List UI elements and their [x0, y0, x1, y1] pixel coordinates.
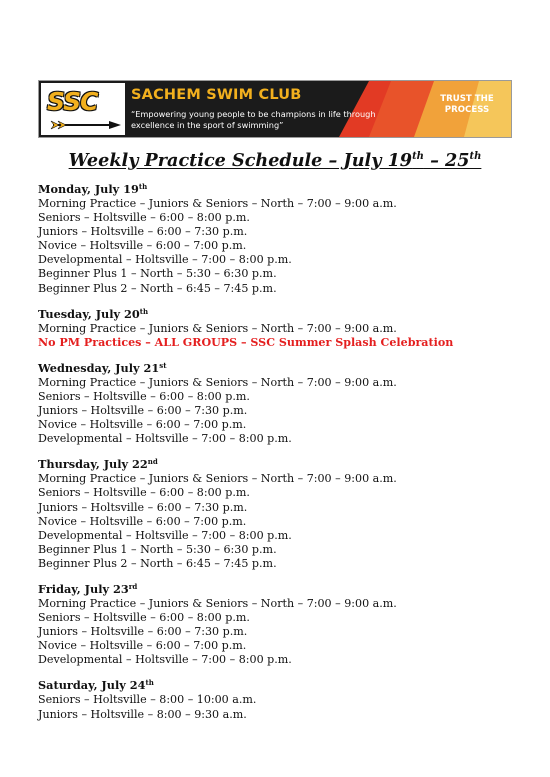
day-heading-sup: th [138, 182, 148, 191]
trust-line-2: PROCESS [444, 105, 490, 115]
ssc-logo [41, 83, 125, 135]
day-heading-text: Monday, July 19 [38, 182, 139, 196]
page-title [0, 150, 550, 171]
club-tagline [131, 109, 391, 130]
day-tuesday [38, 307, 518, 350]
schedule-line: Seniors – Holtsville – 6:00 – 8:00 p.m. [38, 211, 250, 225]
schedule-line: Seniors – Holtsville – 6:00 – 8:00 p.m. [38, 389, 250, 403]
schedule-line: Juniors – Holtsville – 6:00 – 7:30 p.m. [38, 225, 248, 239]
schedule-line: Novice – Holtsville – 6:00 – 7:00 p.m. [38, 514, 247, 528]
schedule-line: Seniors – Holtsville – 6:00 – 8:00 p.m. [38, 611, 250, 625]
trust-line-1: TRUST THE [440, 94, 494, 104]
schedule-line: Novice – Holtsville – 6:00 – 7:00 p.m. [38, 639, 247, 653]
club-name: SACHEM SWIM CLUB [131, 87, 302, 103]
title-sup-1: th [412, 151, 424, 163]
schedule-line: Morning Practice – Juniors & Seniors – North – 7:00 – 9:00 a.m. [38, 472, 397, 486]
schedule-line: Beginner Plus 1 – North – 5:30 – 6:30 p.m. [38, 267, 277, 281]
day-heading [38, 582, 518, 597]
schedule-line: Developmental – Holtsville – 7:00 – 8:00 p.m. [38, 528, 292, 542]
schedule-content [38, 182, 518, 733]
day-heading-sup: th [139, 306, 149, 316]
day-wednesday [38, 361, 518, 446]
day-heading-text: Wednesday, July 21 [38, 360, 160, 375]
day-heading-text: Saturday, July 24 [38, 678, 146, 693]
day-heading [38, 457, 518, 472]
day-heading [38, 307, 518, 322]
club-banner [38, 80, 512, 138]
day-heading-sup: st [159, 360, 167, 370]
ssc-logo-text: SSC [47, 87, 98, 116]
schedule-line: Juniors – Holtsville – 6:00 – 7:30 p.m. [38, 625, 248, 639]
day-heading-text: Friday, July 23 [38, 581, 129, 596]
arrow-icon [49, 120, 121, 130]
trust-the-process [437, 94, 497, 116]
day-heading-sup: th [145, 678, 154, 688]
day-friday [38, 582, 518, 667]
schedule-line: Developmental – Holtsville – 7:00 – 8:00 p.m. [38, 432, 292, 446]
day-heading [38, 182, 518, 197]
schedule-line: Novice – Holtsville – 6:00 – 7:00 p.m. [38, 418, 247, 432]
schedule-line: Juniors – Holtsville – 8:00 – 9:30 a.m. [38, 707, 247, 721]
title-part-2: – 25 [423, 150, 470, 171]
schedule-line: Beginner Plus 2 – North – 6:45 – 7:45 p.m. [38, 556, 277, 570]
day-heading-text: Tuesday, July 20 [38, 306, 140, 321]
no-pm-practices-notice: No PM Practices – ALL GROUPS – SSC Summer Splash Celebration [38, 335, 454, 349]
schedule-line: Morning Practice – Juniors & Seniors – North – 7:00 – 9:00 a.m. [38, 375, 397, 389]
day-saturday [38, 678, 518, 721]
schedule-line: Morning Practice – Juniors & Seniors – North – 7:00 – 9:00 a.m. [38, 596, 397, 610]
day-heading [38, 361, 518, 376]
day-heading-sup: rd [128, 581, 138, 591]
title-sup-2: th [469, 151, 482, 163]
schedule-line: Morning Practice – Juniors & Seniors – North – 7:00 – 9:00 a.m. [38, 321, 397, 335]
schedule-line: Novice – Holtsville – 6:00 – 7:00 p.m. [38, 239, 247, 253]
schedule-line: Seniors – Holtsville – 8:00 – 10:00 a.m. [38, 693, 257, 707]
day-heading [38, 678, 518, 693]
schedule-line: Juniors – Holtsville – 6:00 – 7:30 p.m. [38, 500, 248, 514]
schedule-line: Developmental – Holtsville – 7:00 – 8:00 p.m. [38, 253, 292, 267]
title-part-1: Weekly Practice Schedule – July 19 [68, 150, 413, 171]
tagline-line-2: excellence in the sport of swimming” [131, 119, 284, 130]
schedule-line: Beginner Plus 2 – North – 6:45 – 7:45 p.m. [38, 281, 277, 295]
schedule-line: Juniors – Holtsville – 6:00 – 7:30 p.m. [38, 404, 248, 418]
schedule-line: Seniors – Holtsville – 6:00 – 8:00 p.m. [38, 486, 250, 500]
schedule-line: Beginner Plus 1 – North – 5:30 – 6:30 p.m. [38, 542, 277, 556]
day-heading-sup: nd [147, 457, 158, 467]
tagline-line-1: “Empowering young people to be champions in life through [131, 109, 376, 119]
schedule-line: Developmental – Holtsville – 7:00 – 8:00 p.m. [38, 653, 292, 667]
day-thursday [38, 457, 518, 571]
day-heading-text: Thursday, July 22 [38, 457, 148, 472]
schedule-line: Morning Practice – Juniors & Seniors – North – 7:00 – 9:00 a.m. [38, 197, 397, 210]
day-monday [38, 182, 518, 296]
